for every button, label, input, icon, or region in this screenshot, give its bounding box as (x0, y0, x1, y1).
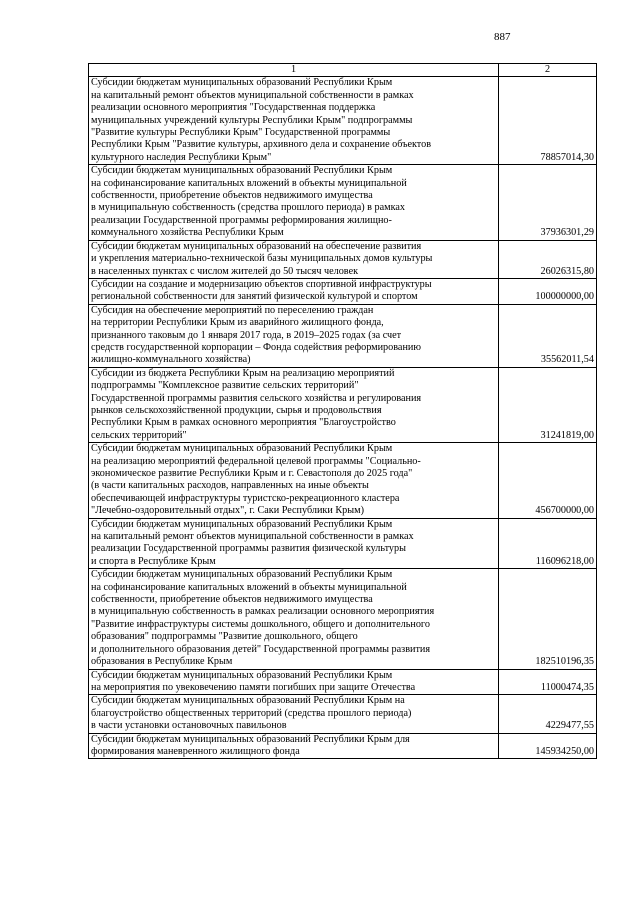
row-amount: 35562011,54 (499, 304, 597, 367)
row-description: Субсидии бюджетам муниципальных образований Республики Крым на мероприятия по увековечению памяти погибших при защите Отечества (89, 669, 499, 695)
table-row (89, 278, 597, 304)
row-amount: 78857014,30 (499, 77, 597, 165)
row-amount: 31241819,00 (499, 367, 597, 442)
table-row (89, 165, 597, 240)
row-description: Субсидии бюджетам муниципальных образований Республики Крым на реализацию мероприятий федеральной целевой программы "Социально- экономическое развитие Республики Крым и г. Севастополя до 2025 года" (в части капитальных расходов, направленных на иные объекты обеспечивающей инфраструктуры туристско-рекреационного кластера "Лечебно-оздоровительный отдых", г. Саки Республики Крым) (89, 443, 499, 518)
table-row (89, 367, 597, 442)
row-amount: 100000000,00 (499, 278, 597, 304)
row-amount: 182510196,35 (499, 569, 597, 669)
table-row (89, 304, 597, 367)
table-header-row (89, 64, 597, 77)
row-description: Субсидии бюджетам муниципальных образований Республики Крым на благоустройство общественных территорий (средства прошлого периода) в части установки остановочных павильонов (89, 695, 499, 733)
column-header-2: 2 (499, 64, 597, 77)
page-number: 887 (494, 31, 511, 43)
table-row (89, 77, 597, 165)
row-description: Субсидия на обеспечение мероприятий по переселению граждан на территории Республики Крым из аварийного жилищного фонда, признанного таковым до 1 января 2017 года, в 2019–2025 годах (за счет средств государственной корпорации – Фонда содействия реформированию жилищно-коммунального хозяйства) (89, 304, 499, 367)
row-amount: 26026315,80 (499, 240, 597, 278)
column-header-1: 1 (89, 64, 499, 77)
row-amount: 116096218,00 (499, 518, 597, 569)
row-amount: 456700000,00 (499, 443, 597, 518)
row-amount: 4229477,55 (499, 695, 597, 733)
row-description: Субсидии бюджетам муниципальных образований Республики Крым на софинансирование капитальных вложений в объекты муниципальной собственности, приобретение объектов недвижимого имущества в муниципальную собственность в рамках реализации основного мероприятия "Развитие инфраструктуры системы дошкольного, общего и дополнительного образования" подпрограммы "Развитие дошкольного, общего и дополнительного образования детей" Государственной программы развития образования в Республике Крым (89, 569, 499, 669)
row-description: Субсидии бюджетам муниципальных образований Республики Крым на капитальный ремонт объектов муниципальной собственности в рамках реализации Государственной программы развития физической культуры и спорта в Республике Крым (89, 518, 499, 569)
row-description: Субсидии бюджетам муниципальных образований Республики Крым на софинансирование капитальных вложений в объекты муниципальной собственности, приобретение объектов недвижимого имущества в муниципальную собственность (средства прошлого периода) в рамках реализации Государственной программы реформирования жилищно- коммунального хозяйства Республики Крым (89, 165, 499, 240)
table-row (89, 240, 597, 278)
subsidies-table (88, 63, 597, 759)
table-row (89, 443, 597, 518)
row-description: Субсидии из бюджета Республики Крым на реализацию мероприятий подпрограммы "Комплексное развитие сельских территорий" Государственной программы развития сельского хозяйства и регулирования рынков сельскохозяйственной продукции, сырья и продовольствия Республики Крым в рамках основного мероприятия "Благоустройство сельских территорий" (89, 367, 499, 442)
table-row (89, 669, 597, 695)
table-row (89, 733, 597, 759)
table-row (89, 569, 597, 669)
row-amount: 37936301,29 (499, 165, 597, 240)
row-amount: 11000474,35 (499, 669, 597, 695)
row-description: Субсидии бюджетам муниципальных образований на обеспечение развития и укрепления материально-технической базы муниципальных домов культуры в населенных пунктах с числом жителей до 50 тысяч человек (89, 240, 499, 278)
row-amount: 145934250,00 (499, 733, 597, 759)
table-row (89, 695, 597, 733)
row-description: Субсидии бюджетам муниципальных образований Республики Крым для формирования маневренного жилищного фонда (89, 733, 499, 759)
table-row (89, 518, 597, 569)
row-description: Субсидии на создание и модернизацию объектов спортивной инфраструктуры региональной собственности для занятий физической культурой и спортом (89, 278, 499, 304)
row-description: Субсидии бюджетам муниципальных образований Республики Крым на капитальный ремонт объектов муниципальной собственности в рамках реализации основного мероприятия "Государственная поддержка муниципальных учреждений культуры Республики Крым" подпрограммы "Развитие культуры Республики Крым" Государственной программы Республики Крым "Развитие культуры, архивного дела и сохранение объектов культурного наследия Республики Крым" (89, 77, 499, 165)
